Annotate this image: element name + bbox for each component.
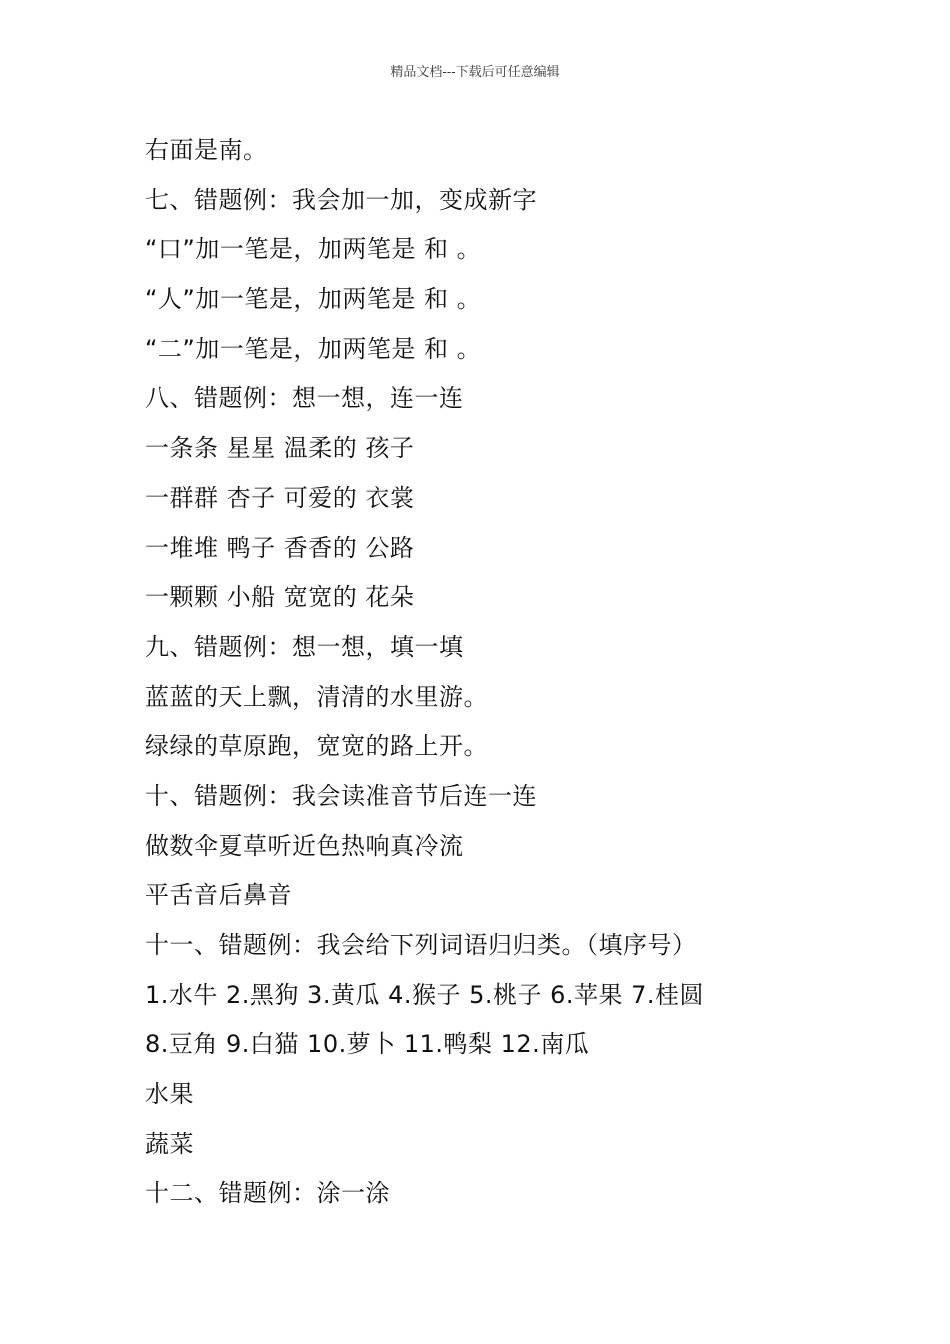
section-heading-7: 七、错题例：我会加一加，变成新字 (145, 185, 537, 214)
exercise-line: “口”加一笔是，加两笔是 和 。 (145, 235, 482, 264)
exercise-line: 蓝蓝的天上飘，清清的水里游。 (145, 682, 488, 711)
character-list: 做数伞夏草听近色热响真冷流 (145, 831, 464, 860)
section-heading-11: 十一、错题例：我会给下列词语归归类。（填序号） (145, 931, 697, 959)
page-header: 精品文档---下载后可任意编辑 (390, 65, 560, 80)
matching-row: 一条条 星星 温柔的 孩子 (145, 434, 415, 463)
section-heading-10: 十、错题例：我会读准音节后连一连 (145, 781, 537, 810)
section-heading-9: 九、错题例：想一想，填一填 (145, 632, 464, 661)
exercise-line: “二”加一笔是，加两笔是 和 。 (145, 334, 482, 363)
document-body (145, 126, 905, 1219)
section-heading-12: 十二、错题例：涂一涂 (145, 1179, 390, 1208)
category-fruit: 水果 (145, 1080, 194, 1109)
section-heading-8: 八、错题例：想一想，连一连 (145, 384, 464, 413)
category-vegetable: 蔬菜 (145, 1129, 194, 1158)
word-list: 1.水牛 2.黑狗 3.黄瓜 4.猴子 5.桃子 6.苹果 7.桂圆 (145, 980, 705, 1009)
word-list: 8.豆角 9.白猫 10.萝卜 11.鸭梨 12.南瓜 (145, 1030, 590, 1059)
matching-row: 一群群 杏子 可爱的 衣裳 (145, 483, 415, 512)
exercise-line: 绿绿的草原跑，宽宽的路上开。 (145, 732, 488, 761)
category-labels: 平舌音后鼻音 (145, 881, 292, 910)
matching-row: 一颗颗 小船 宽宽的 花朵 (145, 583, 415, 612)
text-line: 右面是南。 (145, 136, 268, 164)
exercise-line: “人”加一笔是，加两笔是 和 。 (145, 285, 482, 314)
matching-row: 一堆堆 鸭子 香香的 公路 (145, 533, 415, 562)
